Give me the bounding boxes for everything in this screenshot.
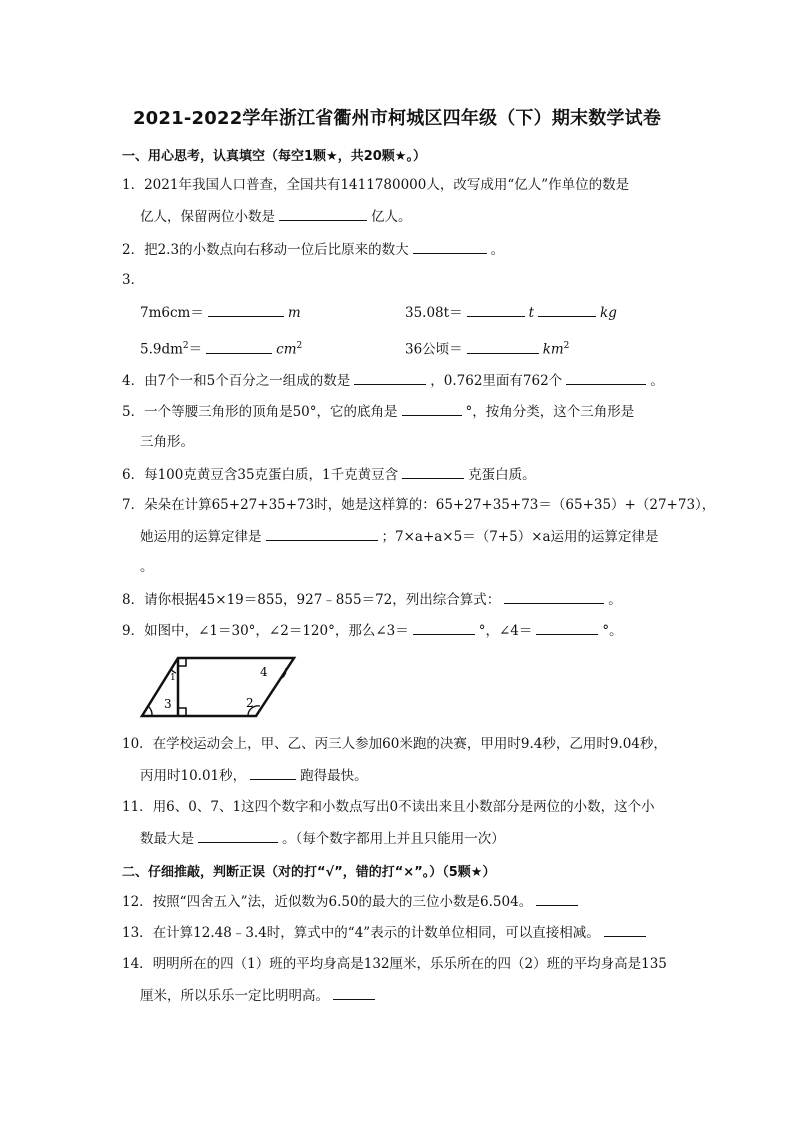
question-7-line3: 。 <box>140 559 154 575</box>
answer-blank[interactable] <box>536 621 598 635</box>
answer-blank[interactable] <box>206 340 272 354</box>
question-2: 2．把2.3的小数点向右移动一位后比原来的数大 。 <box>122 242 505 258</box>
angle-3-label: 3 <box>164 697 172 711</box>
question-8: 8．请你根据45×19＝855，927﹣855＝72，列出综合算式： 。 <box>122 592 622 608</box>
answer-blank[interactable] <box>566 371 646 385</box>
answer-blank[interactable] <box>413 621 475 635</box>
question-11: 11．用6、0、7、1这四个数字和小数点写出0不读出来且小数部分是两位的小数，这个小 <box>122 799 655 815</box>
angle-2-label: 2 <box>246 696 254 710</box>
section-2-heading: 二、仔细推敲，判断正误（对的打“√”，错的打“×”。）（5颗★） <box>122 865 496 880</box>
angle-3-arc <box>148 706 152 716</box>
answer-blank[interactable] <box>250 766 296 780</box>
parallelogram-figure <box>136 654 300 720</box>
question-1-line2: 亿人，保留两位小数是 亿人。 <box>140 209 412 225</box>
answer-blank[interactable] <box>266 527 378 541</box>
question-12: 12．按照“四舍五入”法，近似数为6.50的最大的三位小数是6.504。 <box>122 892 582 911</box>
question-7-line2: 她运用的运算定律是 ；7×a+a×5＝（7+5）×a运用的运算定律是 <box>140 529 659 545</box>
answer-blank[interactable] <box>333 986 375 1000</box>
section-1-heading: 一、用心思考，认真填空（每空1颗★，共20颗★。） <box>122 149 426 164</box>
answer-blank[interactable] <box>208 303 284 317</box>
question-10-line2: 丙用时10.01秒， 跑得最快。 <box>140 768 368 784</box>
question-11-line2: 数最大是 。（每个数字都用上并且只能用一次） <box>140 831 505 847</box>
question-1: 1．2021年我国人口普查，全国共有1411780000人，改写成用“亿人”作单位的数是 <box>122 177 630 193</box>
answer-blank[interactable] <box>402 402 462 416</box>
page-title: 2021-2022学年浙江省衢州市柯城区四年级（下）期末数学试卷 <box>132 108 662 129</box>
question-3: 3． <box>122 272 145 288</box>
question-4: 4．由7个一和5个百分之一组成的数是 ，0.762里面有762个 。 <box>122 373 664 389</box>
answer-blank[interactable] <box>279 207 367 221</box>
question-7: 7．朵朵在计算65+27+35+73时，她是这样算的：65+27+35+73＝（65+35）+（27+73）， <box>122 497 716 513</box>
question-3a: 7m6cm＝ m <box>140 305 301 321</box>
answer-blank[interactable] <box>413 240 487 254</box>
answer-blank[interactable] <box>354 371 426 385</box>
answer-blank[interactable] <box>467 303 525 317</box>
question-3c: $5.9dm^2= cm^2$ <box>140 341 303 358</box>
question-3b: 35.08t＝ t kg <box>405 305 617 321</box>
question-14-line2: 厘米，所以乐乐一定比明明高。 <box>140 986 379 1005</box>
answer-blank[interactable] <box>402 465 464 479</box>
question-3d: 36公顷＝ $km^2$ <box>405 341 570 358</box>
question-5: 5．一个等腰三角形的顶角是50°，它的底角是 °，按角分类，这个三角形是 <box>122 404 635 420</box>
question-9: 9．如图中，∠1＝30°，∠2＝120°，那么∠3＝ °，∠4＝ °。 <box>122 623 623 639</box>
question-14: 14．明明所在的四（1）班的平均身高是132厘米，乐乐所在的四（2）班的平均身高是135 <box>122 956 667 972</box>
answer-blank[interactable] <box>198 829 278 843</box>
question-13: 13．在计算12.48﹣3.4时，算式中的“4”表示的计数单位相同，可以直接相减。 <box>122 923 650 942</box>
angle-1-label: 1 <box>170 673 176 683</box>
question-10: 10．在学校运动会上，甲、乙、丙三人参加60米跑的决赛，甲用时9.4秒，乙用时9.04秒， <box>122 736 667 752</box>
answer-blank[interactable] <box>504 590 604 604</box>
answer-blank[interactable] <box>536 892 578 906</box>
angle-4-label: 4 <box>260 665 268 679</box>
answer-blank[interactable] <box>538 303 596 317</box>
question-5-line2: 三角形。 <box>140 434 194 450</box>
answer-blank[interactable] <box>467 340 539 354</box>
answer-blank[interactable] <box>604 923 646 937</box>
question-6: 6．每100克黄豆含35克蛋白质，1千克黄豆含 克蛋白质。 <box>122 467 536 483</box>
